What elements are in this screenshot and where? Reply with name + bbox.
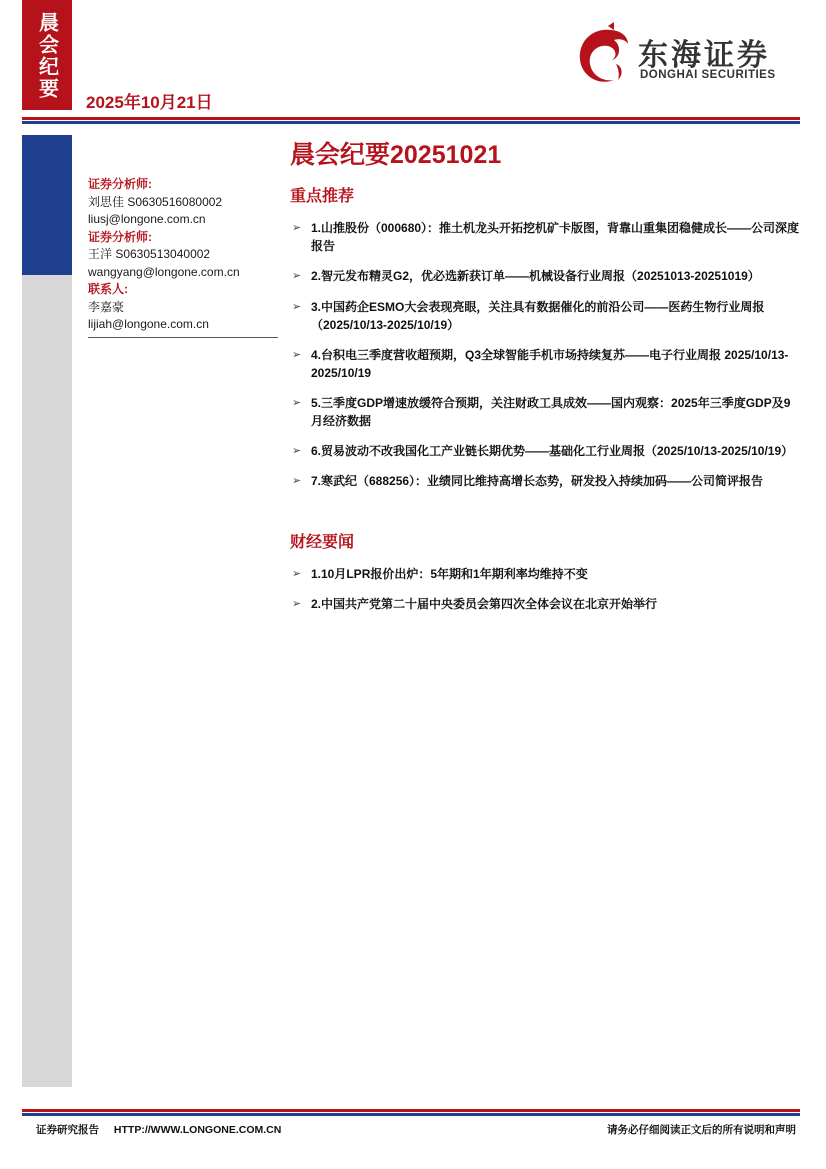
arrow-right-icon: ➢	[292, 349, 302, 361]
list-item[interactable]: ➢ 4.台积电三季度营收超预期，Q3全球智能手机市场持续复苏——电子行业周报 2025/10/13-2025/10/19	[292, 348, 789, 380]
arrow-right-icon: ➢	[292, 397, 302, 409]
analyst-2	[88, 229, 278, 282]
analyst-email: liusj@longone.com.cn	[88, 212, 206, 226]
arrow-right-icon: ➢	[292, 222, 302, 234]
footer-url-link[interactable]: HTTP://WWW.LONGONE.COM.CN	[113, 1124, 282, 1136]
list-item[interactable]: ➢ 3.中国药企ESMO大会表现亮眼，关注具有数据催化的前沿公司——医药生物行业周报（2025/10/13-2025/10/19）	[292, 300, 765, 332]
list-item[interactable]: ➢ 5.三季度GDP增速放缓符合预期，关注财政工具成效——国内观察：2025年三季度GDP及9月经济数据	[292, 396, 791, 428]
footer-divider-blue	[22, 1113, 800, 1116]
list-item[interactable]: ➢ 6.贸易波动不改我国化工产业链长期优势——基础化工行业周报（2025/10/13-2025/10/19）	[292, 444, 794, 458]
report-date: 2025年10月21日	[86, 93, 213, 112]
report-type-tag	[22, 0, 72, 110]
footer-disclaimer: 请务必仔细阅读正文后的所有说明和声明	[607, 1124, 796, 1136]
list-item[interactable]: ➢ 7.寒武纪（688256）：业绩同比维持高增长态势，研发投入持续加码——公司简评报告	[292, 474, 764, 488]
contact-1	[88, 281, 278, 334]
company-logo	[570, 22, 800, 92]
report-type-label: 晨会纪要	[35, 12, 58, 100]
financial-news-list	[292, 565, 800, 625]
dragon-logo-icon	[570, 22, 636, 92]
arrow-right-icon: ➢	[292, 475, 302, 487]
analyst-divider	[88, 337, 278, 338]
header-divider-red	[22, 117, 800, 120]
list-item[interactable]: ➢ 2.中国共产党第二十届中央委员会第四次全体会议在北京开始举行	[292, 597, 658, 611]
section-title-recommendations: 重点推荐	[290, 188, 355, 205]
arrow-right-icon: ➢	[292, 568, 302, 580]
footer-label: 证券研究报告	[36, 1124, 99, 1136]
arrow-right-icon: ➢	[292, 598, 302, 610]
arrow-right-icon: ➢	[292, 270, 302, 282]
logo-chinese-name: 东海证券	[638, 39, 770, 72]
logo-english-name: DONGHAI SECURITIES	[640, 69, 776, 81]
header-divider-blue	[22, 121, 800, 124]
list-item[interactable]: ➢ 1.10月LPR报价出炉：5年期和1年期利率均维持不变	[292, 567, 588, 581]
arrow-right-icon: ➢	[292, 301, 302, 313]
arrow-right-icon: ➢	[292, 445, 302, 457]
analyst-label: 证券分析师:	[88, 229, 152, 244]
recommendation-list	[292, 219, 800, 503]
analyst-name-code: 王洋 S0630513040002	[88, 247, 211, 261]
sidebar-gray-block	[22, 275, 72, 1087]
contact-email: lijiah@longone.com.cn	[88, 317, 209, 331]
analyst-email: wangyang@longone.com.cn	[88, 264, 240, 279]
analyst-label: 证券分析师:	[88, 177, 152, 191]
sidebar-blue-block	[22, 135, 72, 275]
section-title-financial-news: 财经要闻	[290, 534, 355, 551]
footer-divider-red	[22, 1109, 800, 1112]
page-title: 晨会纪要20251021	[290, 141, 502, 169]
analyst-1	[88, 176, 278, 229]
list-item[interactable]: ➢ 1.山推股份（000680）：推土机龙头开拓挖机矿卡版图，背靠山重集团稳健成长——公司深度报告	[292, 221, 800, 253]
contact-name: 李嘉豪	[88, 299, 125, 314]
list-item[interactable]: ➢ 2.智元发布精灵G2，优必选新获订单——机械设备行业周报（20251013-20251019）	[292, 269, 760, 283]
analyst-list	[88, 176, 278, 338]
footer-left	[36, 1122, 293, 1137]
analyst-name-code: 刘思佳 S0630516080002	[88, 194, 223, 209]
contact-label: 联系人:	[88, 282, 128, 296]
